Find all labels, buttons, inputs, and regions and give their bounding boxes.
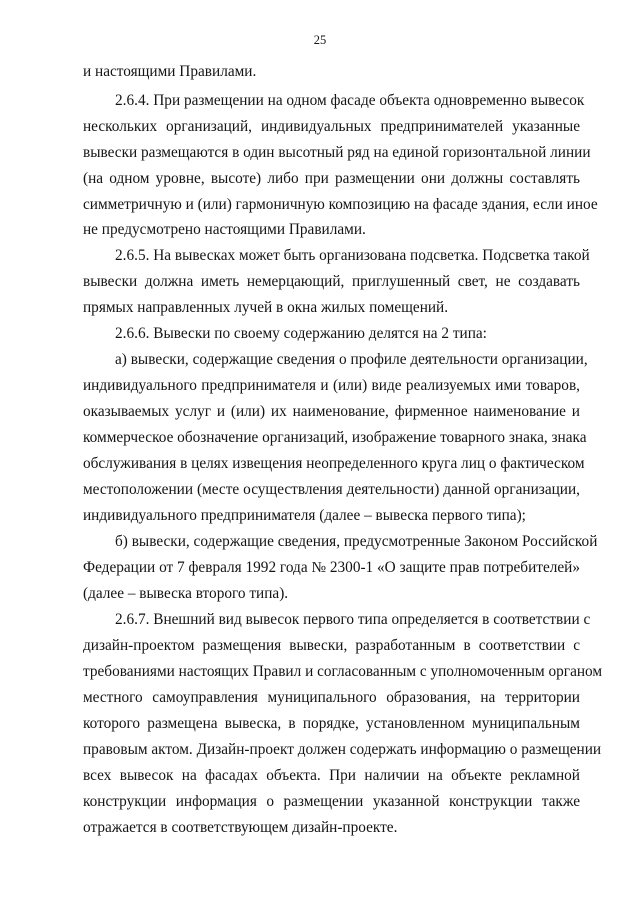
- text-line: нескольких организаций, индивидуальных предпринимателей указанные: [83, 118, 580, 135]
- text-line: б) вывески, содержащие сведения, предусмотренные Законом Российской: [115, 533, 598, 550]
- text-line: прямых направленных лучей в окна жилых помещений.: [83, 299, 449, 316]
- text-line: конструкции информация о размещении указанной конструкции также: [83, 793, 580, 810]
- text-line: обслуживания в целях извещения неопределенного круга лиц о фактическом: [83, 455, 585, 472]
- text-line: вывески должна иметь немерцающий, приглушенный свет, не создавать: [83, 273, 580, 290]
- text-line: (на одном уровне, высоте) либо при размещении они должны составлять: [83, 170, 580, 187]
- text-line: всех вывесок на фасадах объекта. При наличии на объекте рекламной: [83, 767, 580, 784]
- text-line: индивидуального предпринимателя и (или) виде реализуемых ими товаров,: [83, 377, 580, 394]
- text-line: вывески размещаются в один высотный ряд на единой горизонтальной линии: [83, 144, 591, 161]
- text-line: не предусмотрено настоящими Правилами.: [83, 221, 366, 238]
- text-line: симметричную и (или) гармоничную композицию на фасаде здания, если иное: [83, 196, 598, 213]
- text-line: 2.6.4. При размещении на одном фасаде объекта одновременно вывесок: [115, 92, 585, 109]
- text-line: а) вывески, содержащие сведения о профиле деятельности организации,: [115, 351, 588, 368]
- text-line: коммерческое обозначение организаций, изображение товарного знака, знака: [83, 429, 587, 446]
- text-line: местного самоуправления муниципального образования, на территории: [83, 689, 580, 706]
- text-line: требованиями настоящих Правил и согласованным с уполномоченным органом: [83, 663, 603, 680]
- text-line: и настоящими Правилами.: [83, 63, 257, 80]
- text-line: 2.6.5. На вывесках может быть организована подсветка. Подсветка такой: [115, 247, 590, 264]
- text-line: (далее – вывеска второго типа).: [83, 585, 289, 602]
- text-line: местоположении (месте осуществления деятельности) данной организации,: [83, 481, 580, 498]
- text-line: оказываемых услуг и (или) их наименование, фирменное наименование и: [83, 403, 580, 420]
- text-line: 2.6.7. Внешний вид вывесок первого типа определяется в соответствии с: [115, 611, 591, 628]
- text-line: Федерации от 7 февраля 1992 года № 2300-1 «О защите прав потребителей»: [83, 559, 580, 576]
- text-line: которого размещена вывеска, в порядке, установленном муниципальным: [83, 715, 580, 732]
- text-line: дизайн-проектом размещения вывески, разработанным в соответствии с: [83, 637, 580, 654]
- text-line: 2.6.6. Вывески по своему содержанию делятся на 2 типа:: [115, 325, 487, 342]
- text-line: правовым актом. Дизайн-проект должен содержать информацию о размещении: [83, 741, 602, 758]
- text-line: индивидуального предпринимателя (далее – вывеска первого типа);: [83, 507, 526, 524]
- page-number: 25: [313, 33, 327, 47]
- text-line: отражается в соответствующем дизайн-проекте.: [83, 819, 398, 836]
